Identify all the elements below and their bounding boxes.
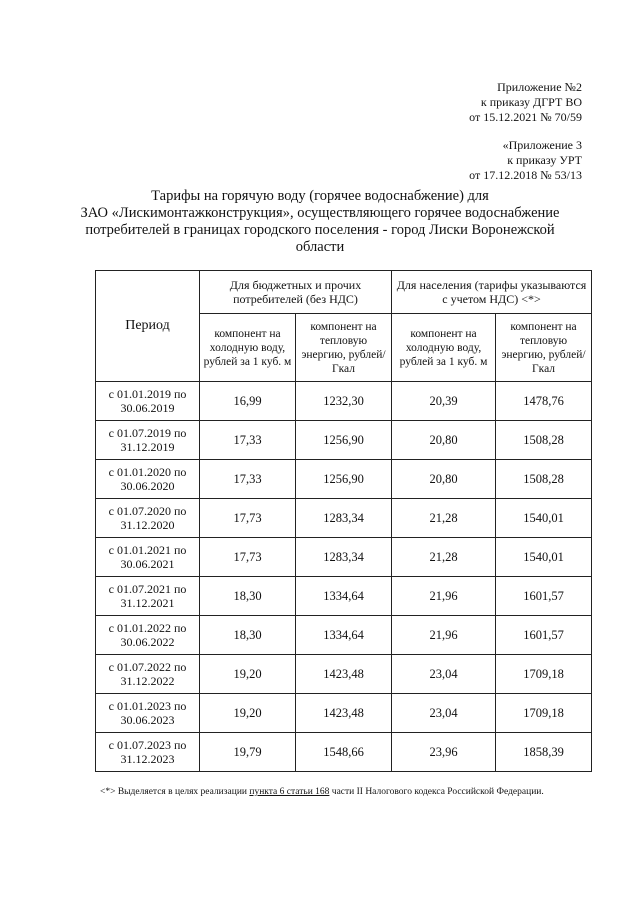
population-cold-water-cell: 23,96 — [392, 733, 496, 772]
document-title — [80, 188, 560, 256]
tax-code-article-link[interactable]: пункта 6 статьи 168 — [249, 787, 330, 797]
budget-cold-water-cell: 17,73 — [200, 499, 296, 538]
table-row — [96, 577, 592, 616]
budget-heat-cell: 1283,34 — [296, 499, 392, 538]
budget-heat-cell: 1334,64 — [296, 616, 392, 655]
population-heat-cell: 1601,57 — [496, 577, 592, 616]
title-line-2: ЗАО «Лискимонтажконструкция», осуществляющего горячее водоснабжение — [80, 205, 560, 221]
period-cell: с 01.07.2020 по 31.12.2020 — [96, 499, 200, 538]
table-row — [96, 538, 592, 577]
population-cold-water-cell: 20,39 — [392, 382, 496, 421]
annex-2-reference — [469, 80, 582, 125]
budget-heat-cell: 1256,90 — [296, 421, 392, 460]
period-cell: с 01.01.2019 по 30.06.2019 — [96, 382, 200, 421]
budget-cold-water-header: компонент на холодную воду, рублей за 1 куб. м — [200, 314, 296, 382]
budget-consumers-header: Для бюджетных и прочих потребителей (без НДС) — [200, 271, 392, 314]
budget-cold-water-cell: 17,33 — [200, 421, 296, 460]
population-cold-water-cell: 20,80 — [392, 460, 496, 499]
period-cell: с 01.01.2021 по 30.06.2021 — [96, 538, 200, 577]
budget-heat-cell: 1548,66 — [296, 733, 392, 772]
population-cold-water-cell: 23,04 — [392, 655, 496, 694]
annex-3-order: к приказу УРТ — [507, 153, 582, 167]
population-heat-cell: 1709,18 — [496, 655, 592, 694]
table-row — [96, 499, 592, 538]
budget-heat-cell: 1334,64 — [296, 577, 392, 616]
population-cold-water-cell: 21,28 — [392, 538, 496, 577]
table-row — [96, 694, 592, 733]
table-row — [96, 655, 592, 694]
annex-3-reference — [469, 138, 582, 183]
annex-3-date: от 17.12.2018 № 53/13 — [469, 168, 582, 182]
table-row — [96, 460, 592, 499]
population-heat-cell: 1508,28 — [496, 421, 592, 460]
table-row — [96, 421, 592, 460]
table-row — [96, 733, 592, 772]
budget-cold-water-cell: 17,33 — [200, 460, 296, 499]
title-line-3: потребителей в границах городского поселения - город Лиски Воронежской — [85, 222, 555, 238]
budget-heat-cell: 1256,90 — [296, 460, 392, 499]
population-heat-cell: 1508,28 — [496, 460, 592, 499]
footnote-prefix: <*> Выделяется в целях реализации — [100, 787, 250, 797]
budget-heat-cell: 1423,48 — [296, 694, 392, 733]
budget-heat-cell: 1423,48 — [296, 655, 392, 694]
period-cell: с 01.07.2022 по 31.12.2022 — [96, 655, 200, 694]
table-row — [96, 382, 592, 421]
population-heat-cell: 1709,18 — [496, 694, 592, 733]
title-line-1: Тарифы на горячую воду (горячее водоснабжение) для — [151, 188, 489, 204]
population-heat-cell: 1478,76 — [496, 382, 592, 421]
budget-heat-cell: 1232,30 — [296, 382, 392, 421]
budget-cold-water-cell: 18,30 — [200, 577, 296, 616]
footnote — [100, 786, 544, 798]
tariff-table — [95, 270, 592, 772]
budget-heat-cell: 1283,34 — [296, 538, 392, 577]
footnote-suffix: части II Налогового кодекса Российской Федерации. — [329, 787, 544, 797]
budget-cold-water-cell: 19,20 — [200, 655, 296, 694]
period-cell: с 01.07.2021 по 31.12.2021 — [96, 577, 200, 616]
title-line-4: области — [295, 239, 345, 255]
population-heat-cell: 1540,01 — [496, 499, 592, 538]
budget-cold-water-cell: 19,79 — [200, 733, 296, 772]
population-heat-cell: 1540,01 — [496, 538, 592, 577]
period-cell: с 01.01.2020 по 30.06.2020 — [96, 460, 200, 499]
population-header: Для населения (тарифы указываются с учетом НДС) <*> — [392, 271, 592, 314]
period-column-header: Период — [96, 271, 200, 382]
population-cold-water-header: компонент на холодную воду, рублей за 1 куб. м — [392, 314, 496, 382]
budget-cold-water-cell: 17,73 — [200, 538, 296, 577]
population-heat-header: компонент на тепловую энергию, рублей/Гкал — [496, 314, 592, 382]
population-heat-cell: 1601,57 — [496, 616, 592, 655]
period-cell: с 01.01.2023 по 30.06.2023 — [96, 694, 200, 733]
population-cold-water-cell: 23,04 — [392, 694, 496, 733]
annex-2-date: от 15.12.2021 № 70/59 — [469, 110, 582, 124]
annex-2-title: Приложение №2 — [497, 80, 582, 94]
period-cell: с 01.01.2022 по 30.06.2022 — [96, 616, 200, 655]
budget-cold-water-cell: 18,30 — [200, 616, 296, 655]
population-cold-water-cell: 21,96 — [392, 577, 496, 616]
table-row — [96, 616, 592, 655]
population-cold-water-cell: 20,80 — [392, 421, 496, 460]
population-heat-cell: 1858,39 — [496, 733, 592, 772]
budget-heat-header: компонент на тепловую энергию, рублей/Гкал — [296, 314, 392, 382]
annex-3-title: «Приложение 3 — [502, 138, 582, 152]
population-cold-water-cell: 21,28 — [392, 499, 496, 538]
period-cell: с 01.07.2023 по 31.12.2023 — [96, 733, 200, 772]
budget-cold-water-cell: 16,99 — [200, 382, 296, 421]
annex-2-order: к приказу ДГРТ ВО — [480, 95, 582, 109]
budget-cold-water-cell: 19,20 — [200, 694, 296, 733]
period-cell: с 01.07.2019 по 31.12.2019 — [96, 421, 200, 460]
population-cold-water-cell: 21,96 — [392, 616, 496, 655]
